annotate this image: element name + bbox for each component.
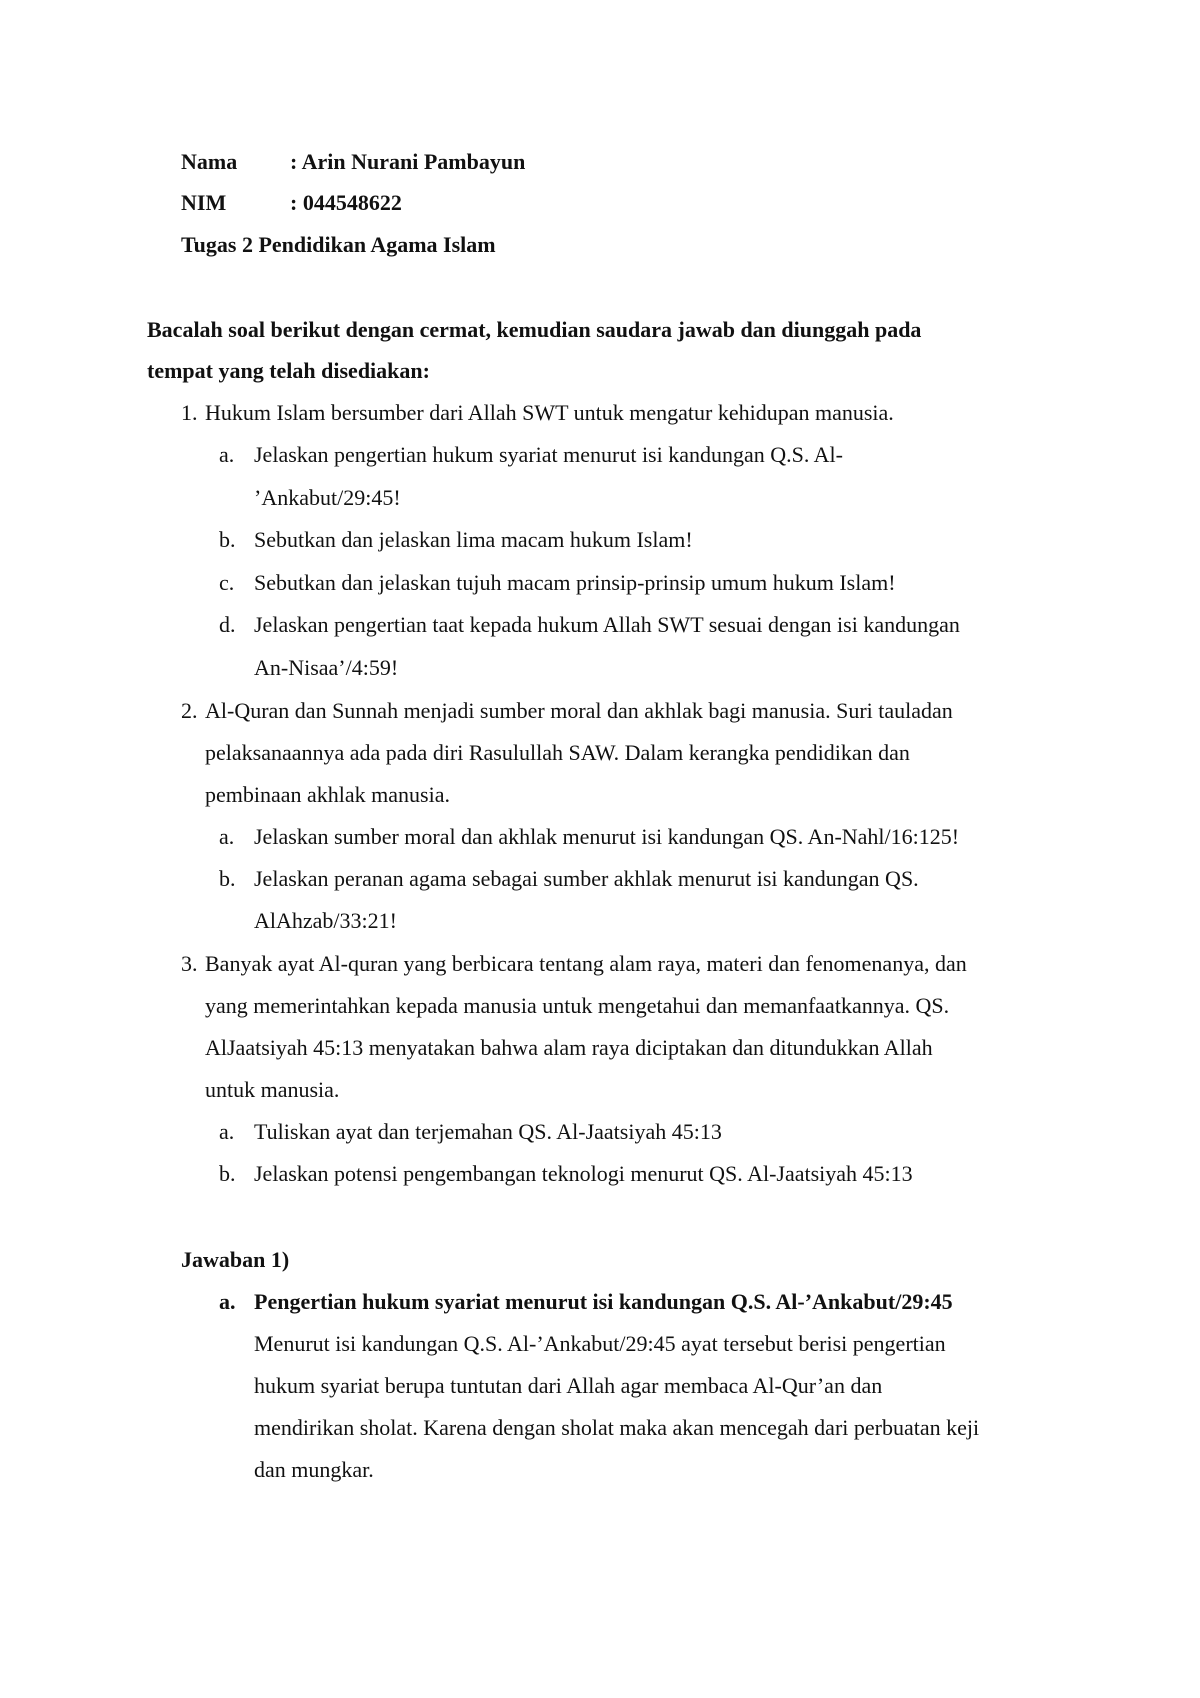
sub-question-text: Tuliskan ayat dan terjemahan QS. Al-Jaatsiyah 45:13: [254, 1119, 722, 1144]
question-text: Banyak ayat Al-quran yang berbicara tentang alam raya, materi dan fenomenanya, dan: [205, 951, 967, 976]
sub-question-text: Jelaskan peranan agama sebagai sumber akhlak menurut isi kandungan QS.: [254, 866, 919, 891]
sub-question-text: An-Nisaa’/4:59!: [254, 655, 399, 680]
nim-value: : 044548622: [290, 190, 402, 215]
answer-item-title: Pengertian hukum syariat menurut isi kandungan Q.S. Al-’Ankabut/29:45: [254, 1289, 953, 1314]
sub-question-letter: a.: [219, 1119, 235, 1144]
assignment-title: Tugas 2 Pendidikan Agama Islam: [181, 232, 496, 257]
name-label: Nama: [181, 149, 238, 174]
sub-question-text: ’Ankabut/29:45!: [254, 485, 401, 510]
sub-question-letter: d.: [219, 612, 236, 637]
instruction-line-1: Bacalah soal berikut dengan cermat, kemudian saudara jawab dan diunggah pada: [147, 317, 922, 342]
sub-question-text: Sebutkan dan jelaskan tujuh macam prinsip-prinsip umum hukum Islam!: [254, 570, 896, 595]
sub-question-text: Jelaskan pengertian taat kepada hukum Allah SWT sesuai dengan isi kandungan: [254, 612, 960, 637]
question-text: pembinaan akhlak manusia.: [205, 782, 450, 807]
nim-label: NIM: [181, 190, 227, 215]
instruction-line-2: tempat yang telah disediakan:: [147, 358, 430, 383]
answer-item-letter: a.: [219, 1289, 236, 1314]
question-text: AlJaatsiyah 45:13 menyatakan bahwa alam raya diciptakan dan ditundukkan Allah: [205, 1035, 933, 1060]
sub-question-text: Jelaskan potensi pengembangan teknologi menurut QS. Al-Jaatsiyah 45:13: [254, 1161, 913, 1186]
sub-question-letter: c.: [219, 570, 235, 595]
answer-heading: Jawaban 1): [181, 1247, 290, 1272]
sub-question-text: AlAhzab/33:21!: [254, 908, 397, 933]
question-number: 1.: [181, 400, 198, 425]
answer-body-line: hukum syariat berupa tuntutan dari Allah agar membaca Al-Qur’an dan: [254, 1373, 883, 1398]
question-number: 3.: [181, 951, 198, 976]
question-number: 2.: [181, 698, 198, 723]
question-text: pelaksanaannya ada pada diri Rasulullah SAW. Dalam kerangka pendidikan dan: [205, 740, 910, 765]
answer-body-line: dan mungkar.: [254, 1457, 374, 1482]
answer-body-line: mendirikan sholat. Karena dengan sholat maka akan mencegah dari perbuatan keji: [254, 1415, 980, 1440]
sub-question-letter: a.: [219, 442, 235, 467]
name-value: : Arin Nurani Pambayun: [290, 149, 526, 174]
sub-question-letter: a.: [219, 824, 235, 849]
sub-question-letter: b.: [219, 1161, 236, 1186]
answer-body-line: Menurut isi kandungan Q.S. Al-’Ankabut/29:45 ayat tersebut berisi pengertian: [254, 1331, 946, 1356]
sub-question-text: Jelaskan sumber moral dan akhlak menurut isi kandungan QS. An-Nahl/16:125!: [254, 824, 960, 849]
sub-question-letter: b.: [219, 866, 236, 891]
question-text: yang memerintahkan kepada manusia untuk mengetahui dan memanfaatkannya. QS.: [205, 993, 950, 1018]
question-text: untuk manusia.: [205, 1077, 340, 1102]
question-text: Al-Quran dan Sunnah menjadi sumber moral dan akhlak bagi manusia. Suri tauladan: [205, 698, 953, 723]
question-text: Hukum Islam bersumber dari Allah SWT untuk mengatur kehidupan manusia.: [205, 400, 894, 425]
sub-question-text: Jelaskan pengertian hukum syariat menurut isi kandungan Q.S. Al-: [254, 442, 843, 467]
sub-question-letter: b.: [219, 527, 236, 552]
sub-question-text: Sebutkan dan jelaskan lima macam hukum Islam!: [254, 527, 693, 552]
